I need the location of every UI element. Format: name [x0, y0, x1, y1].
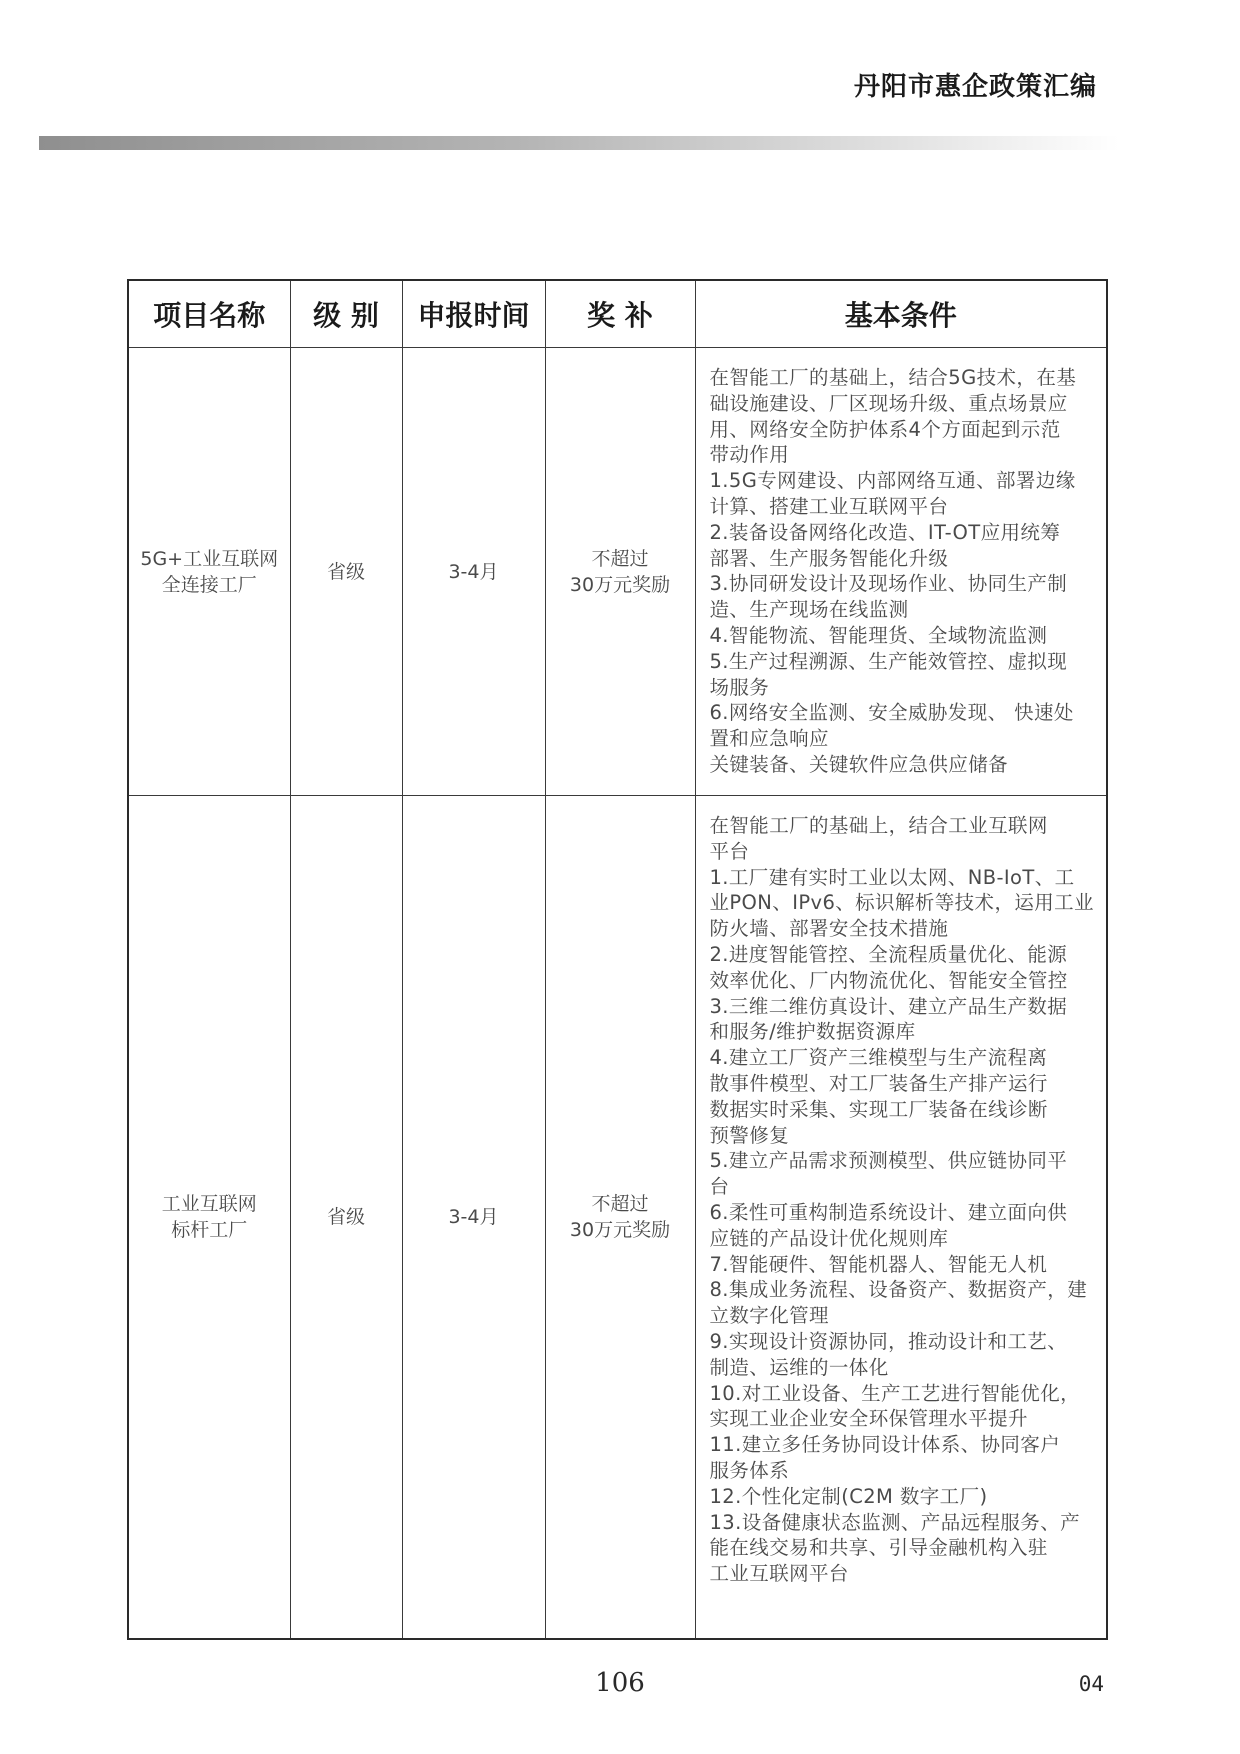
condition-line: 部署、生产服务智能化升级	[709, 546, 949, 570]
reward-line: 30万元奖励	[569, 1218, 671, 1241]
reward-line: 不超过	[591, 1192, 649, 1215]
condition-line: 9.实现设计资源协同，推动设计和工艺、	[709, 1329, 1068, 1353]
condition-line: 业PON、IPv6、标识解析等技术，运用工业	[709, 891, 1094, 915]
project-name-cell	[128, 348, 290, 796]
table-row	[128, 348, 1107, 796]
condition-line: 防火墙、部署安全技术措施	[709, 917, 949, 941]
condition-line: 数据实时采集、实现工厂装备在线诊断	[709, 1097, 1048, 1121]
condition-line: 2.进度智能管控、全流程质量优化、能源	[709, 942, 1068, 966]
reward-cell	[545, 796, 695, 1639]
condition-line: 带动作用	[709, 443, 790, 467]
condition-line: 应链的产品设计优化规则库	[709, 1226, 949, 1250]
conditions-list	[696, 796, 1107, 1601]
condition-line: 服务体系	[709, 1458, 790, 1482]
condition-line: 场服务	[709, 675, 770, 699]
level-cell: 省级	[290, 348, 402, 796]
condition-line: 造、生产现场在线监测	[709, 598, 909, 622]
page-number: 106	[595, 1668, 645, 1698]
header-gradient-bar	[39, 136, 1119, 150]
condition-line: 台	[709, 1175, 730, 1199]
condition-line: 3.协同研发设计及现场作业、协同生产制	[709, 572, 1068, 596]
condition-line: 关键装备、关键软件应急供应储备	[709, 752, 1009, 776]
column-header-project-name: 项目名称	[128, 280, 290, 348]
condition-line: 3.三维二维仿真设计、建立产品生产数据	[709, 994, 1068, 1018]
condition-line: 效率优化、厂内物流优化、智能安全管控	[709, 968, 1068, 992]
condition-line: 础设施建设、厂区现场升级、重点场景应	[709, 391, 1068, 415]
conditions-cell	[695, 348, 1107, 796]
condition-line: 5.建立产品需求预测模型、供应链协同平	[709, 1149, 1068, 1173]
condition-line: 工业互联网平台	[709, 1562, 849, 1586]
column-header-apply-time: 申报时间	[402, 280, 545, 348]
apply-time-cell: 3-4月	[402, 348, 545, 796]
policy-table	[127, 279, 1108, 1640]
condition-line: 5.生产过程溯源、生产能效管控、虚拟现	[709, 649, 1068, 673]
condition-line: 置和应急响应	[709, 727, 829, 751]
column-header-level: 级 别	[290, 280, 402, 348]
column-header-reward: 奖 补	[545, 280, 695, 348]
project-name-cell	[128, 796, 290, 1639]
reward-cell	[545, 348, 695, 796]
condition-line: 13.设备健康状态监测、产品远程服务、产	[709, 1510, 1081, 1534]
condition-line: 散事件模型、对工厂装备生产排产运行	[709, 1071, 1048, 1095]
table-row	[128, 796, 1107, 1639]
condition-line: 2.装备设备网络化改造、IT-OT应用统筹	[709, 520, 1061, 544]
condition-line: 12.个性化定制(C2M 数字工厂)	[709, 1484, 988, 1508]
condition-line: 8.集成业务流程、设备资产、数据资产，建	[709, 1278, 1088, 1302]
condition-line: 6.网络安全监测、安全威胁发现、 快速处	[709, 701, 1074, 725]
condition-line: 1.工厂建有实时工业以太网、NB-IoT、工	[709, 865, 1075, 889]
reward-line: 不超过	[591, 547, 649, 570]
condition-line: 平台	[709, 839, 750, 863]
condition-line: 4.建立工厂资产三维模型与生产流程离	[709, 1046, 1048, 1070]
project-name-line: 全连接工厂	[161, 573, 257, 596]
condition-line: 在智能工厂的基础上，结合工业互联网	[709, 814, 1048, 837]
reward-line: 30万元奖励	[569, 573, 671, 596]
condition-line: 用、网络安全防护体系4个方面起到示范	[709, 417, 1061, 441]
conditions-cell	[695, 796, 1107, 1639]
project-name-line: 标杆工厂	[171, 1218, 248, 1241]
condition-line: 制造、运维的一体化	[709, 1355, 889, 1379]
condition-line: 11.建立多任务协同设计体系、协同客户	[709, 1433, 1061, 1457]
condition-line: 预警修复	[709, 1123, 790, 1147]
condition-line: 计算、搭建工业互联网平台	[709, 494, 949, 518]
condition-line: 实现工业企业安全环保管理水平提升	[709, 1407, 1028, 1431]
condition-line: 6.柔性可重构制造系统设计、建立面向供	[709, 1200, 1068, 1224]
condition-line: 在智能工厂的基础上，结合5G技术，在基	[709, 366, 1077, 389]
condition-line: 和服务/维护数据资源库	[709, 1020, 916, 1044]
table-header-row	[128, 280, 1107, 348]
condition-line: 1.5G专网建设、内部网络互通、部署边缘	[709, 469, 1076, 493]
condition-line: 立数字化管理	[709, 1304, 829, 1328]
condition-line: 7.智能硬件、智能机器人、智能无人机	[709, 1252, 1048, 1276]
document-title: 丹阳市惠企政策汇编	[853, 72, 1097, 102]
conditions-list	[696, 348, 1107, 792]
column-header-conditions: 基本条件	[695, 280, 1107, 348]
apply-time-cell: 3-4月	[402, 796, 545, 1639]
condition-line: 4.智能物流、智能理货、全域物流监测	[709, 623, 1048, 647]
project-name-line: 工业互联网	[161, 1192, 257, 1215]
condition-line: 10.对工业设备、生产工艺进行智能优化，	[709, 1381, 1081, 1405]
condition-line: 能在线交易和共享、引导金融机构入驻	[709, 1536, 1048, 1560]
section-number: 04	[1078, 1672, 1104, 1696]
level-cell: 省级	[290, 796, 402, 1639]
project-name-line: 5G+工业互联网	[140, 547, 279, 570]
